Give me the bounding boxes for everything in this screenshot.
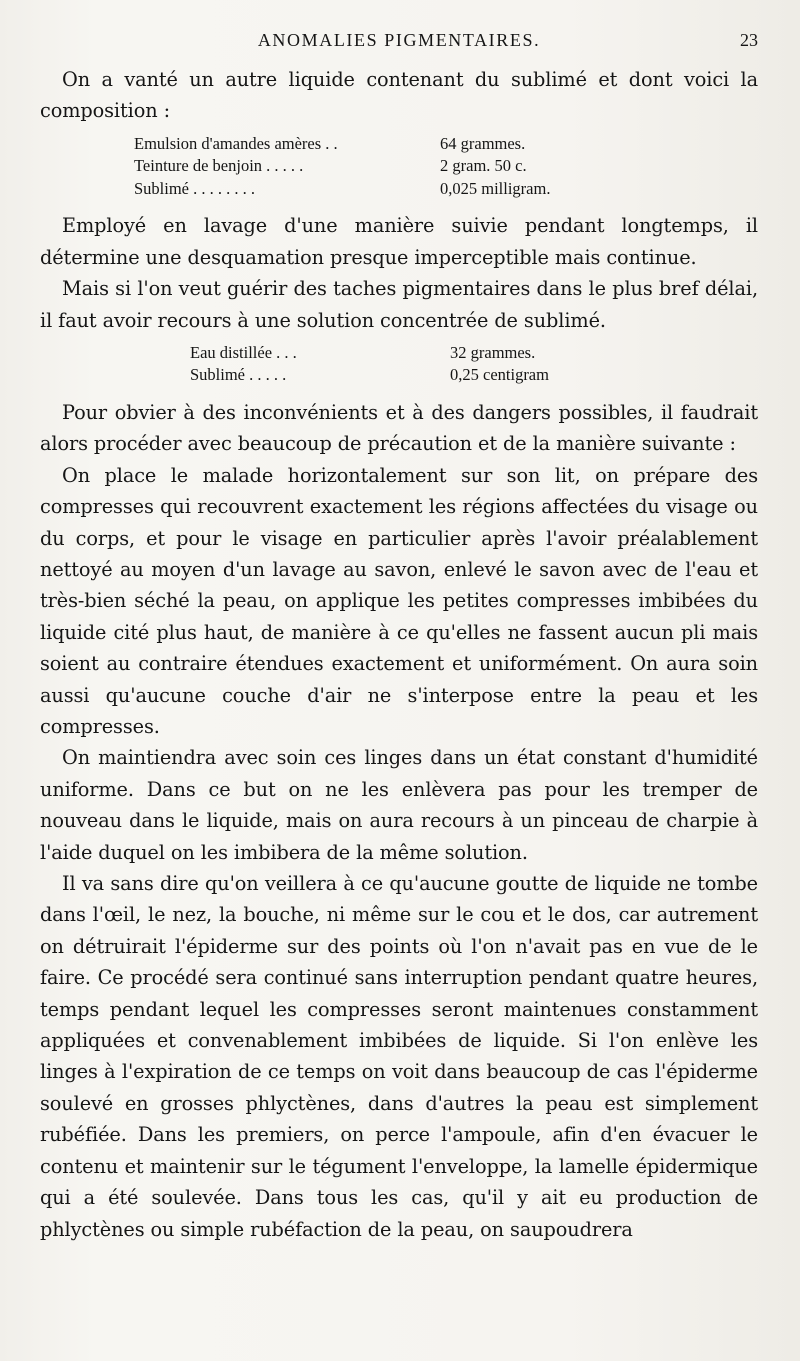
recipe-amount: 0,25 centigram <box>450 365 549 385</box>
recipe-table-1 <box>40 133 758 201</box>
recipe-ingredient: Emulsion d'amandes amères . . <box>134 133 338 153</box>
recipe-row <box>40 133 758 156</box>
recipe-ingredient: Eau distillée . . . <box>190 342 297 362</box>
paragraph-4: Pour obvier à des inconvénients et à des dangers possibles, il faudrait alors procéder avec beaucoup de précaution et de la manière suivante : <box>40 400 758 456</box>
page-number: 23 <box>740 30 758 50</box>
recipe-amount: 64 grammes. <box>440 133 526 153</box>
recipe-amount: 32 grammes. <box>450 342 536 362</box>
page-header <box>40 30 758 58</box>
recipe-ingredient: Teinture de benjoin . . . . . <box>134 156 304 176</box>
recipe-row <box>40 178 758 201</box>
running-head: ANOMALIES PIGMENTAIRES. <box>257 30 541 50</box>
recipe-row <box>40 342 758 365</box>
paragraph-6: On maintiendra avec soin ces linges dans un état constant d'humidité uniforme. Dans ce but on ne les enlèvera pas pour les tremper de nouveau dans le liquide, mais on aura recours à un pinceau de charpie à l'aide duquel on les imbibera de la même solution. <box>40 746 758 864</box>
recipe-ingredient: Sublimé . . . . . <box>190 365 287 385</box>
recipe-table-2 <box>40 342 758 387</box>
paragraph-5: On place le malade horizontalement sur son lit, on prépare des compresses qui recouvrent exactement les régions affectées du visage ou du corps, et pour le visage en particulier après l'avoir préalablement nettoyé au moyen d'un lavage au savon, enlevé le savon avec de l'eau et très-bien séché la peau, on applique les petites compresses imbibées du liquide cité plus haut, de manière à ce qu'elles ne fassent aucun pli mais soient au contraire étendues exactement et uniformément. On aura soin aussi qu'aucune couche d'air ne s'interpose entre la peau et les compresses. <box>40 463 758 738</box>
paragraph-3: Mais si l'on veut guérir des taches pigmentaires dans le plus bref délai, il faut avoir recours à une solution concentrée de sublimé. <box>40 277 758 332</box>
recipe-row <box>40 155 758 178</box>
page-body <box>40 64 758 1245</box>
paragraph-7: Il va sans dire qu'on veillera à ce qu'aucune goutte de liquide ne tombe dans l'œil, le nez, la bouche, ni même sur le cou et le dos, car autrement on détruirait l'épiderme sur des points où l'on n'avait pas en vue de le faire. Ce procédé sera continué sans interruption pendant quatre heures, temps pendant lequel les compresses seront maintenues constamment appliquées et convenablement imbibées de liquide. Si l'on enlève les linges à l'expiration de ce temps on voit dans beaucoup de cas l'épiderme soulevé en grosses phlyctènes, dans d'autres la peau est simplement rubéfiée. Dans les premiers, on perce l'ampoule, afin d'en évacuer le contenu et maintenir sur le tégument l'enveloppe, la lamelle épidermique qui a été soulevée. Dans tous les cas, qu'il y ait eu production de phlyctènes ou simple rubéfaction de la peau, on saupoudrera <box>40 872 758 1241</box>
paragraph-2: Employé en lavage d'une manière suivie pendant longtemps, il détermine une desquamation presque imperceptible mais continue. <box>40 214 758 269</box>
recipe-amount: 2 gram. 50 c. <box>440 156 527 176</box>
recipe-row <box>40 364 758 387</box>
recipe-amount: 0,025 milligram. <box>440 178 551 198</box>
recipe-ingredient: Sublimé . . . . . . . . <box>134 178 256 198</box>
paragraph-1: On a vanté un autre liquide contenant du sublimé et dont voici la composition : <box>40 68 758 123</box>
